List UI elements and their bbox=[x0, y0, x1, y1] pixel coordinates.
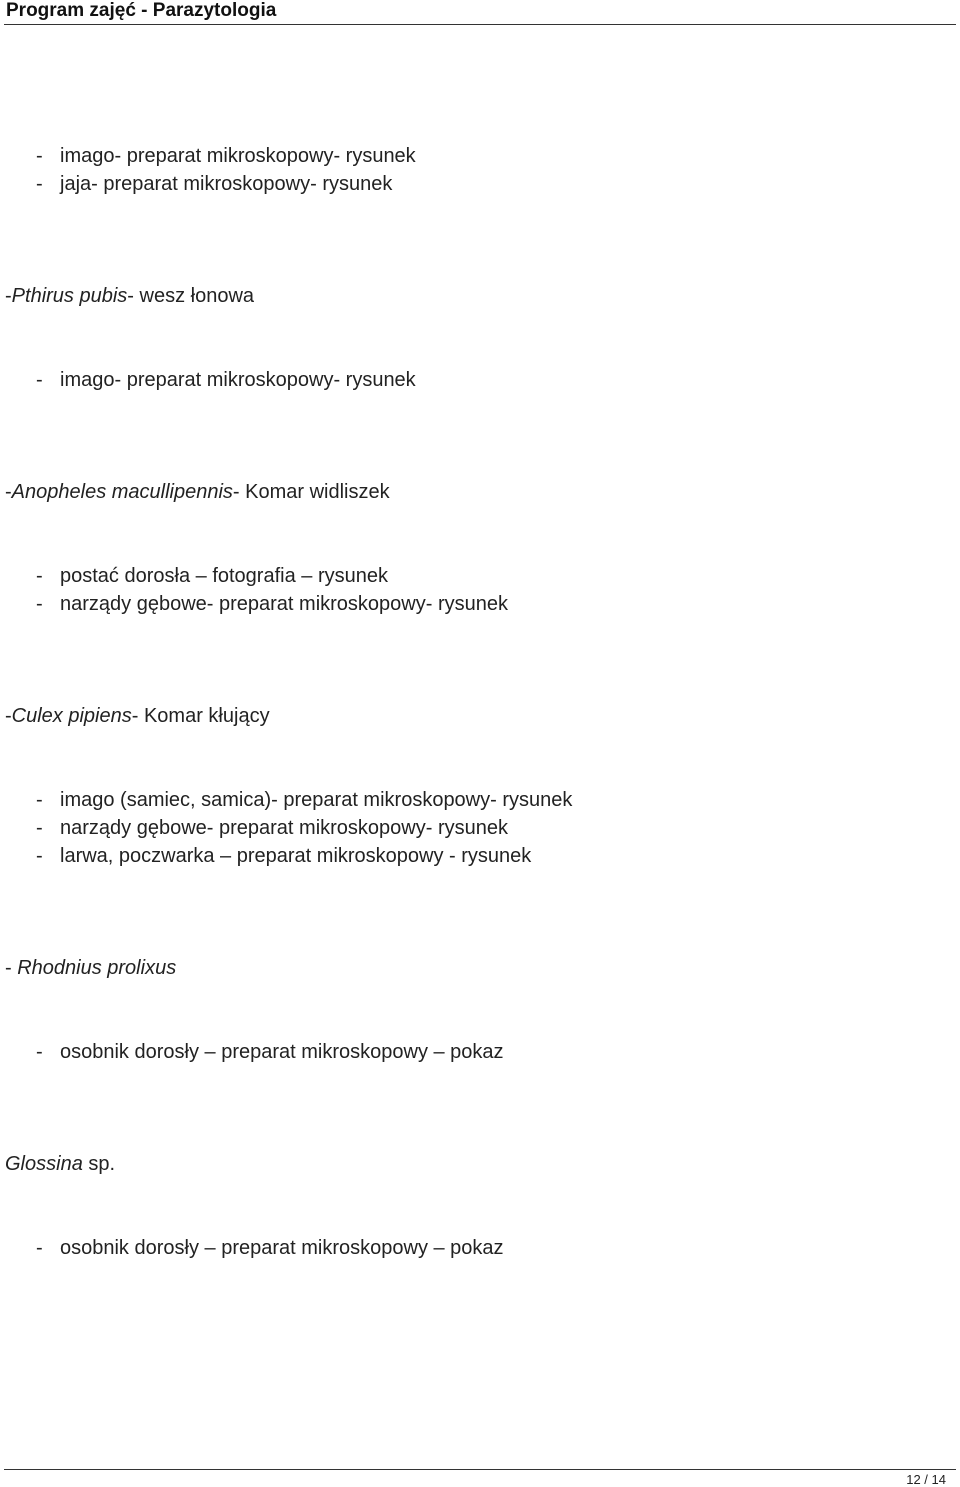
species-name: Glossina bbox=[5, 1153, 83, 1175]
list-item: - osobnik dorosły – preparat mikroskopowy – pokaz bbox=[36, 1041, 504, 1063]
header-divider bbox=[4, 24, 956, 25]
list-item: - narządy gębowe- preparat mikroskopowy- rysunek bbox=[36, 593, 508, 615]
species-name: Culex pipiens bbox=[11, 705, 132, 727]
list-item-text: imago- preparat mikroskopowy- rysunek bbox=[60, 145, 416, 167]
list-item-text: narządy gębowe- preparat mikroskopowy- rysunek bbox=[60, 593, 508, 615]
list-item-text: larwa, poczwarka – preparat mikroskopowy - rysunek bbox=[60, 845, 532, 867]
list-item-text: imago (samiec, samica)- preparat mikroskopowy- rysunek bbox=[60, 789, 573, 811]
list-item: - imago- preparat mikroskopowy- rysunek bbox=[36, 369, 416, 391]
species-heading: -Anopheles macullipennis- Komar widliszek bbox=[5, 481, 390, 503]
list-item: - osobnik dorosły – preparat mikroskopowy – pokaz bbox=[36, 1237, 504, 1259]
list-item: - postać dorosła – fotografia – rysunek bbox=[36, 565, 388, 587]
list-item: - imago (samiec, samica)- preparat mikroskopowy- rysunek bbox=[36, 789, 573, 811]
list-item: - narządy gębowe- preparat mikroskopowy- rysunek bbox=[36, 817, 508, 839]
list-item-text: jaja- preparat mikroskopowy- rysunek bbox=[60, 173, 393, 195]
page-title: Program zajęć - Parazytologia bbox=[6, 0, 277, 21]
list-item: - imago- preparat mikroskopowy- rysunek bbox=[36, 145, 416, 167]
species-heading: - Rhodnius prolixus bbox=[5, 957, 177, 979]
species-common-name: - Komar widliszek bbox=[232, 481, 390, 503]
list-item-text: narządy gębowe- preparat mikroskopowy- rysunek bbox=[60, 817, 508, 839]
list-item: - jaja- preparat mikroskopowy- rysunek bbox=[36, 173, 393, 195]
list-item-text: imago- preparat mikroskopowy- rysunek bbox=[60, 369, 416, 391]
species-name: Rhodnius prolixus bbox=[17, 957, 177, 979]
species-common-name: - wesz łonowa bbox=[127, 285, 255, 307]
list-item: - larwa, poczwarka – preparat mikroskopowy - rysunek bbox=[36, 845, 532, 867]
species-suffix: sp. bbox=[82, 1153, 116, 1175]
list-item-text: osobnik dorosły – preparat mikroskopowy – pokaz bbox=[60, 1237, 504, 1259]
species-common-name: - Komar kłujący bbox=[131, 705, 270, 727]
list-item-text: osobnik dorosły – preparat mikroskopowy – pokaz bbox=[60, 1041, 504, 1063]
species-heading bbox=[5, 1152, 115, 1176]
species-heading: -Pthirus pubis- wesz łonowa bbox=[5, 285, 255, 307]
list-item-text: postać dorosła – fotografia – rysunek bbox=[60, 565, 388, 587]
footer-divider bbox=[4, 1469, 956, 1470]
species-name: Pthirus pubis bbox=[11, 285, 128, 307]
species-heading: -Culex pipiens- Komar kłujący bbox=[5, 705, 270, 727]
species-name: Anopheles macullipennis bbox=[11, 481, 233, 503]
page-number: 12 / 14 bbox=[906, 1472, 946, 1487]
